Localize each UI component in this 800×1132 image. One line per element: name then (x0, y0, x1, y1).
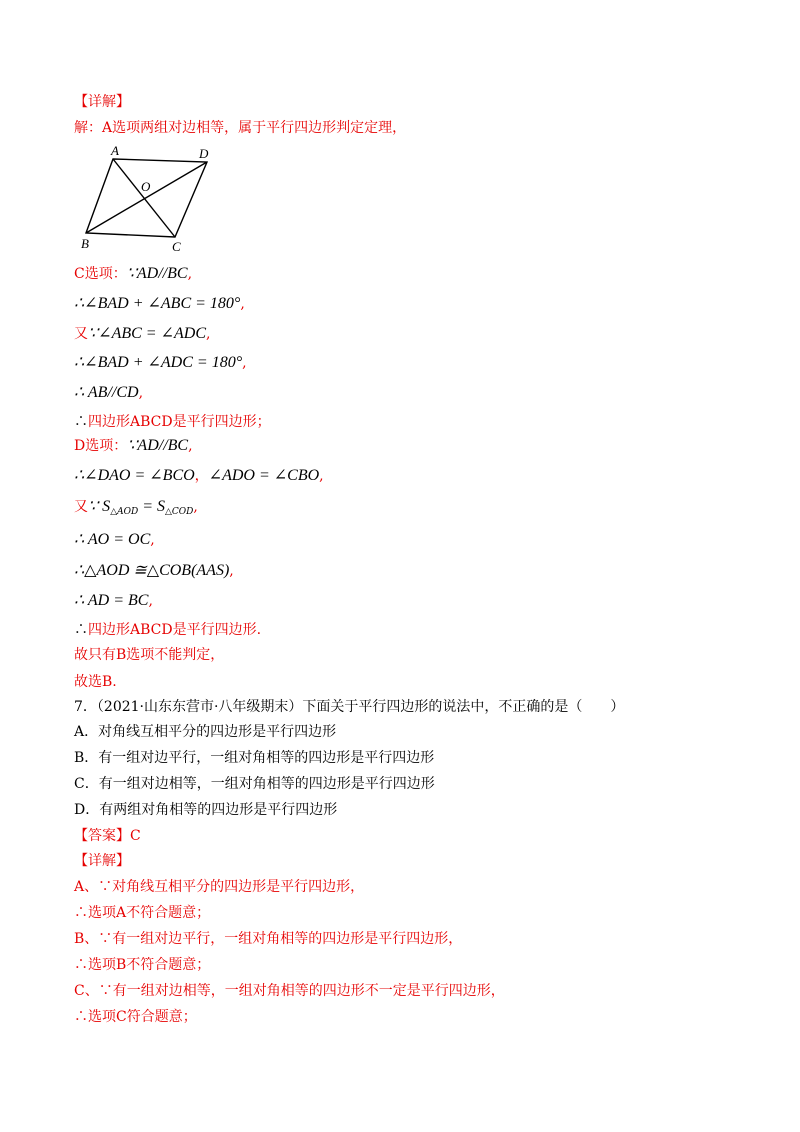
d-therefore-7: ∴ (74, 622, 88, 638)
question-7-option-c: C．有一组对边相等，一组对角相等的四边形是平行四边形 (74, 776, 435, 792)
detail-line-a: A、∵对角线互相平分的四边形是平行四边形， (74, 879, 365, 895)
question-7-option-a: A．对角线互相平分的四边形是平行四边形 (74, 724, 337, 740)
d-sub-3a: △AOD (110, 507, 139, 517)
d-math-6: ∴ AD = BC (74, 592, 149, 609)
c-option-line-4: ∴∠BAD + ∠ADC = 180°, (74, 354, 247, 371)
d-math-2a: ∴∠DAO = ∠BCO (74, 467, 195, 484)
c-option-heading: C选项： (74, 266, 127, 282)
question-7-option-b: B．有一组对边平行，一组对角相等的四边形是平行四边形 (74, 750, 435, 766)
d-option-line-6: ∴ AD = BC, (74, 592, 153, 609)
c-math-1: ∵AD//BC (126, 265, 188, 282)
c-prefix-3: 又 (74, 326, 88, 342)
c-option-line-5: ∴ AB//CD, (74, 384, 144, 401)
d-math-4: ∴ AO = OC (74, 531, 151, 548)
point-label-o: O (141, 179, 151, 194)
question-7-stem: 7．（2021·山东东营市·八年级期末）下面关于平行四边形的说法中，不正确的是（ ） (74, 699, 625, 715)
conclusion-line: 故只有B选项不能判定， (74, 647, 225, 663)
question-7-option-d: D．有两组对角相等的四边形是平行四边形 (74, 802, 338, 818)
d-text-7: 四边形ABCD是平行四边形. (88, 622, 262, 638)
detail-label: 【详解】 (74, 94, 130, 110)
c-option-line-1: C选项：∵AD//BC, (74, 265, 193, 282)
d-math-2b: ∠ADO = ∠CBO (208, 467, 320, 484)
detail-line-b: B、∵有一组对边平行，一组对角相等的四边形是平行四边形， (74, 931, 463, 947)
diagonal-bd (86, 162, 207, 233)
c-math-4: ∴∠BAD + ∠ADC = 180° (74, 354, 243, 371)
answer-label: 【答案】 (74, 828, 130, 844)
c-math-3: ∵∠ABC = ∠ADC (88, 325, 207, 342)
detail-line-c: C、∵有一组对边相等，一组对角相等的四边形不一定是平行四边形， (74, 983, 505, 999)
c-option-line-3: 又∵∠ABC = ∠ADC, (74, 325, 211, 342)
detail-line-a-result: ∴选项A不符合题意； (74, 905, 211, 921)
diagonal-ac (113, 159, 175, 237)
vertex-label-c: C (172, 239, 181, 254)
d-math-1: ∵AD//BC (127, 437, 189, 454)
answer-value: C (130, 828, 141, 844)
d-sub-3b: △COD (165, 507, 194, 517)
c-math-2: ∴∠BAD + ∠ABC = 180° (74, 295, 241, 312)
d-math-3b: = S (138, 498, 165, 515)
c-option-line-2: ∴∠BAD + ∠ABC = 180°, (74, 295, 245, 312)
d-option-line-7 (74, 620, 261, 640)
question-7-detail-label: 【详解】 (74, 853, 130, 869)
parallelogram-figure (76, 142, 236, 254)
vertex-label-b: B (81, 236, 89, 251)
c-option-line-6 (74, 412, 271, 432)
detail-line-c-result: ∴选项C符合题意； (74, 1009, 197, 1025)
d-option-line-2: ∴∠DAO = ∠BCO，∠ADO = ∠CBO, (74, 467, 324, 484)
d-prefix-3: 又 (74, 499, 88, 515)
d-option-line-3: 又∵ $S_{\triangle AOD} = S_{\triangle COD}$, (74, 498, 198, 517)
d-option-heading: D选项： (74, 438, 128, 454)
d-option-line-1: D选项：∵AD//BC, (74, 437, 193, 454)
vertex-label-a: A (111, 143, 119, 158)
c-text-6: 四边形ABCD是平行四边形； (88, 414, 271, 430)
solution-intro: 解：A选项两组对边相等，属于平行四边形判定定理， (74, 120, 407, 136)
vertex-label-d: D (199, 146, 209, 161)
d-math-5: ∴△AOD ≅△COB(AAS) (74, 562, 230, 579)
choose-answer-line: 故选B. (74, 674, 117, 690)
d-math-3a: ∵ S (88, 498, 111, 515)
d-option-line-5: ∴△AOD ≅△COB(AAS), (74, 562, 234, 579)
c-therefore-6: ∴ (74, 414, 88, 430)
question-7-answer (74, 826, 141, 846)
c-math-5: ∴ AB//CD (74, 384, 139, 401)
detail-line-b-result: ∴选项B不符合题意； (74, 957, 211, 973)
d-option-line-4: ∴ AO = OC, (74, 531, 155, 548)
